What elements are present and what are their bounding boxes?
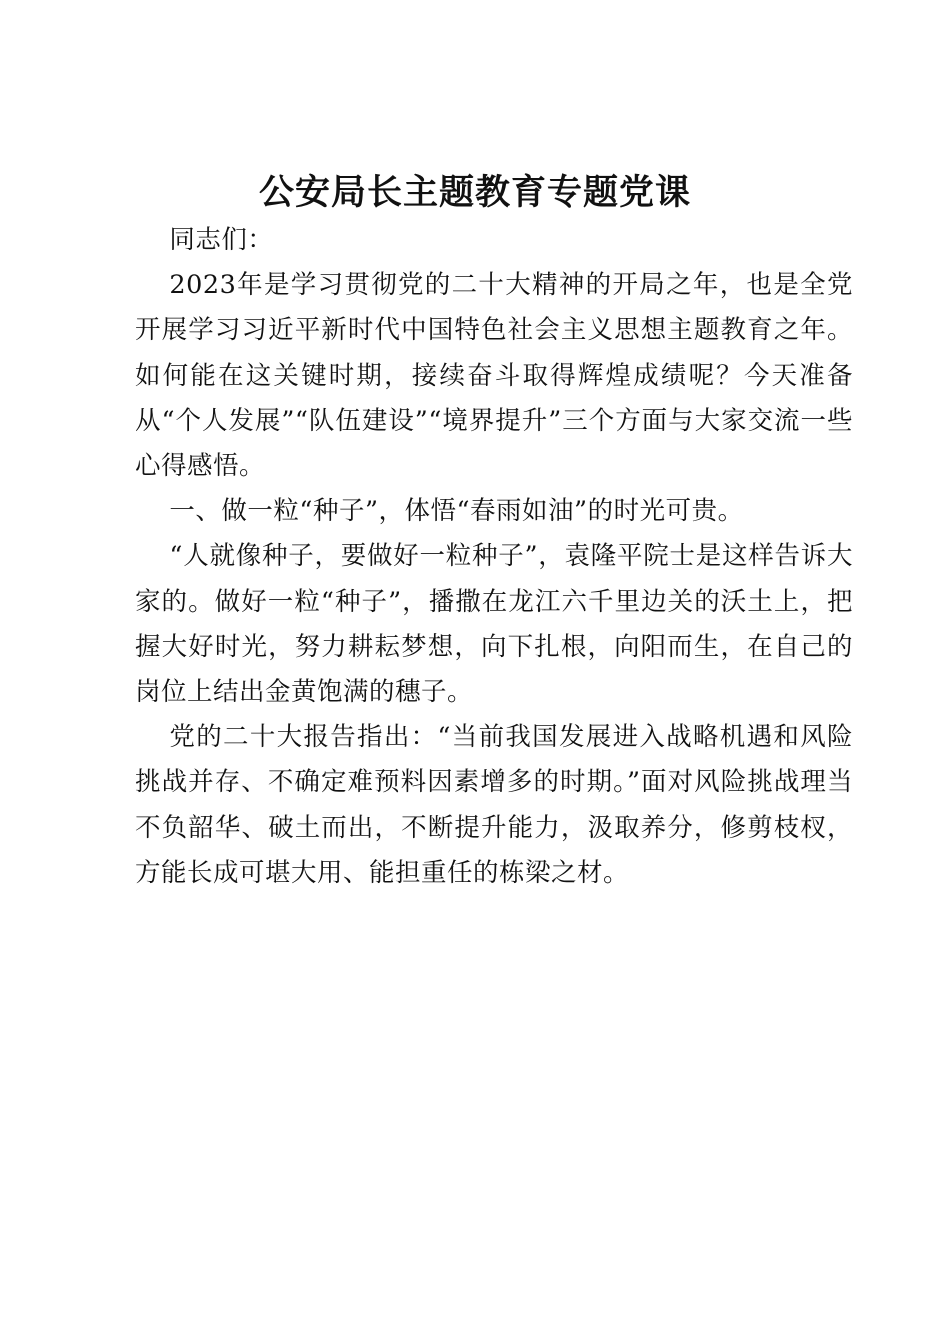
document-title: 公安局长主题教育专题党课 [258,172,691,213]
document-body [135,218,853,896]
paragraph-intro: 2023年是学习贯彻党的二十大精神的开局之年，也是全党开展学习习近平新时代中国特色社会主义思想主题教育之年。如何能在这关键时期，接续奋斗取得辉煌成绩呢？今天准备从“个人发展”“队伍建设”“境界提升”三个方面与大家交流一些心得感悟。 [135,270,853,482]
paragraph-seed: “人就像种子，要做好一粒种子”，袁隆平院士是这样告诉大家的。做好一粒“种子”，播撒在龙江六千里边关的沃土上，把握大好时光，努力耕耘梦想，向下扎根，向阳而生，在自己的岗位上结出金黄饱满的穗子。 [135,541,853,708]
section-heading-1: 一、做一粒“种子”，体悟“春雨如油”的时光可贵。 [169,496,744,527]
paragraph-report: 党的二十大报告指出：“当前我国发展进入战略机遇和风险挑战并存、不确定难预料因素增多的时期。”面对风险挑战理当不负韶华、破土而出，不断提升能力，汲取养分，修剪枝杈，方能长成可堪大用、能担重任的栋梁之材。 [135,722,853,888]
salutation: 同志们： [169,225,274,255]
